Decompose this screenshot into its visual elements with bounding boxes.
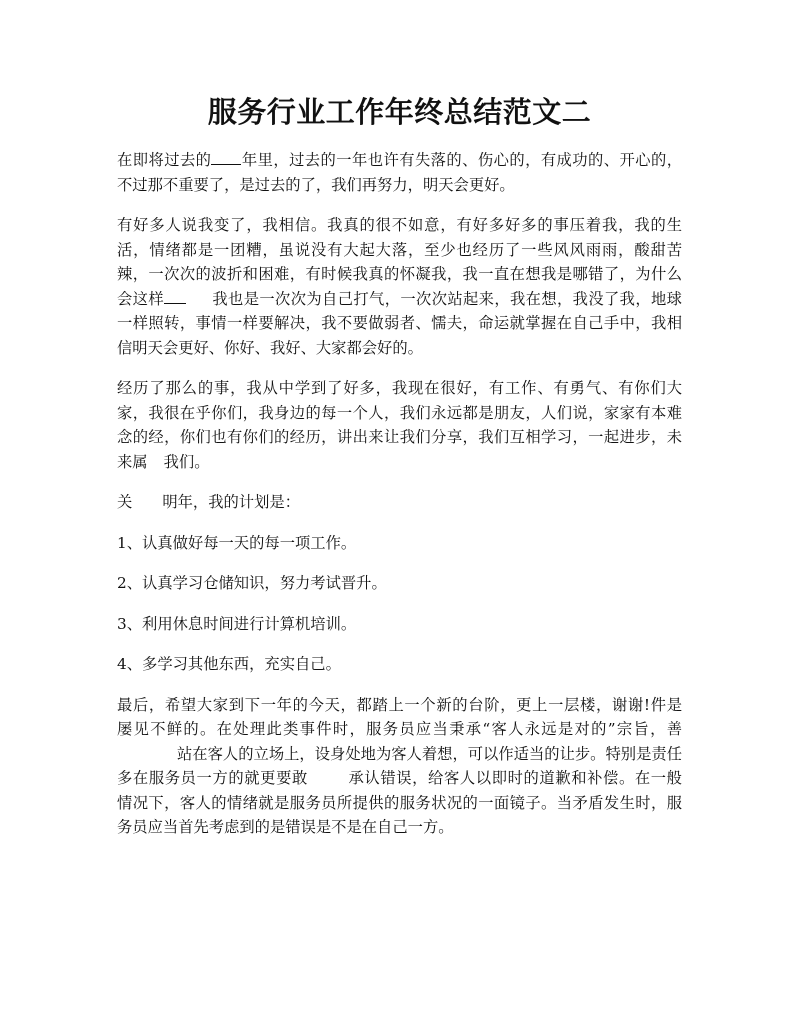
paragraph-final: [117, 693, 682, 840]
text-line: 经历了那么的事，我从中学到了好多，我现在很好，有工作、有勇气、有你们大: [117, 379, 682, 397]
blank-underline: [211, 150, 241, 165]
text-line: 关 明年，我的计划是：: [117, 493, 300, 511]
text-line: 务员应当首先考虑到的是错误是不是在自己一方。: [117, 818, 454, 836]
document-title: 服务行业工作年终总结范文二: [207, 95, 592, 129]
paragraph-2: [117, 213, 682, 360]
text-line: 屡见不鲜的。在处理此类事件时，服务员应当秉承“客人永远是对的”宗旨，善: [117, 720, 682, 738]
text-line: 站在客人的立场上，设身处地为客人着想，可以作适当的让步。特别是责任: [177, 744, 682, 763]
text-line: 活，情绪都是一团糟，虽说没有大起大落，至少也经历了一些风风雨雨，酸甜苦: [117, 240, 682, 259]
text-line: 会这样 我也是一次次为自己打气，一次次站起来，我在想，我没了我，地球: [117, 289, 682, 308]
text-line: 有好多人说我变了，我相信。我真的很不如意，有好多好多的事压着我，我的生: [117, 216, 682, 234]
text-line: 多在服务员一方的就更要敢 承认错误，给客人以即时的道歉和补偿。在一般: [117, 769, 682, 787]
text-line: 情况下，客人的情绪就是服务员所提供的服务状况的一面镜子。当矛盾发生时，服: [117, 793, 682, 812]
list-item-1: [117, 531, 682, 556]
text-line: 最后，希望大家到下一年的今天，都踏上一个新的台阶，更上一层楼，谢谢!件是: [117, 695, 682, 714]
text-line: 在即将过去的 年里，过去的一年也许有失落的、伤心的，有成功的、开心的，: [117, 151, 682, 169]
text-line: 家，我很在乎你们，我身边的每一个人，我们永远都是朋友，人们说，家家有本难: [117, 403, 682, 422]
text-line: 3、利用休息时间进行计算机培训。: [117, 614, 357, 633]
document-body: [117, 148, 682, 856]
text-line: 信明天会更好、你好、我好、大家都会好的。: [117, 338, 423, 357]
list-item-3: [117, 612, 682, 637]
list-item-4: [117, 652, 682, 677]
text-line: 2、认真学习仓储知识，努力考试晋升。: [117, 574, 387, 592]
text-line: 来属 我们。: [117, 452, 210, 471]
paragraph-3: [117, 376, 682, 474]
text-line: 一样照转，事情一样要解决，我不要做弱者、懦夫，命运就掌握在自己手中，我相: [117, 314, 682, 332]
blank-underline: [164, 289, 186, 304]
text-line: 1、认真做好每一天的每一项工作。: [117, 533, 357, 552]
paragraph-1: [117, 148, 682, 197]
text-line: 念的经，你们也有你们的经历，讲出来让我们分享，我们互相学习，一起进步，未: [117, 428, 682, 446]
text-line: 不过那不重要了，是过去的了，我们再努力，明天会更好。: [117, 175, 515, 194]
list-item-2: [117, 571, 682, 596]
paragraph-4: [117, 490, 682, 515]
text-line: 4、多学习其他东西，充实自己。: [117, 655, 341, 673]
text-line: 辣，一次次的波折和困难，有时候我真的怀凝我，我一直在想我是哪错了，为什么: [117, 265, 682, 283]
